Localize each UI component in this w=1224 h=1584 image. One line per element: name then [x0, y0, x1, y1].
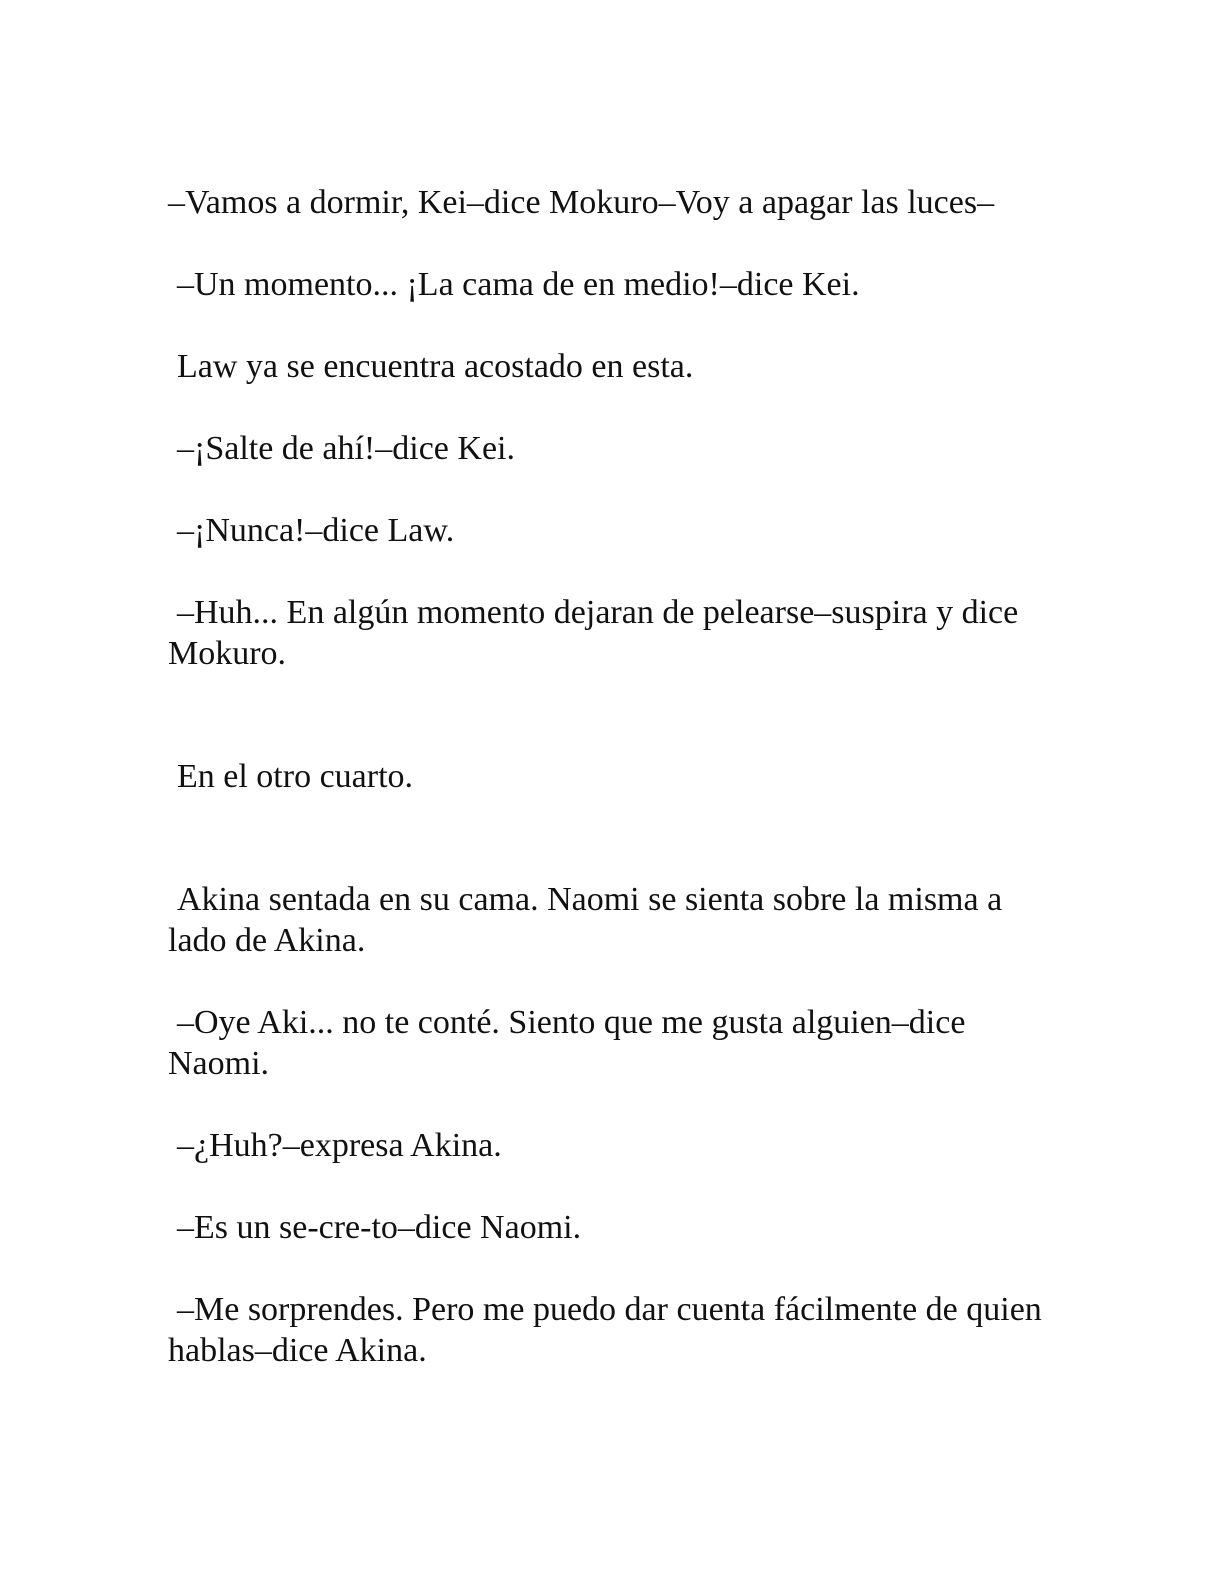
paragraph-7: En el otro cuarto. — [177, 758, 414, 795]
paragraph-12: –Me sorprendes. Pero me puedo dar cuenta fácilmente de quien hablas–dice Akina. — [168, 1291, 1042, 1369]
paragraph-9: –Oye Aki... no te conté. Siento que me gusta alguien–dice Naomi. — [168, 1004, 966, 1082]
paragraph-4: –¡Salte de ahí!–dice Kei. — [177, 430, 515, 467]
paragraph-2: –Un momento... ¡La cama de en medio!–dice Kei. — [177, 266, 860, 303]
paragraph-5: –¡Nunca!–dice Law. — [177, 512, 455, 549]
paragraph-8: Akina sentada en su cama. Naomi se sienta sobre la misma a lado de Akina. — [168, 881, 1003, 959]
paragraph-6: –Huh... En algún momento dejaran de pelearse–suspira y dice Mokuro. — [168, 594, 1019, 672]
document-body — [168, 182, 1068, 1412]
paragraph-3: Law ya se encuentra acostado en esta. — [177, 348, 694, 385]
paragraph-11: –Es un se-cre-to–dice Naomi. — [177, 1209, 582, 1246]
paragraph-10: –¿Huh?–expresa Akina. — [177, 1127, 502, 1164]
paragraph-1: –Vamos a dormir, Kei–dice Mokuro–Voy a apagar las luces– — [168, 184, 995, 221]
